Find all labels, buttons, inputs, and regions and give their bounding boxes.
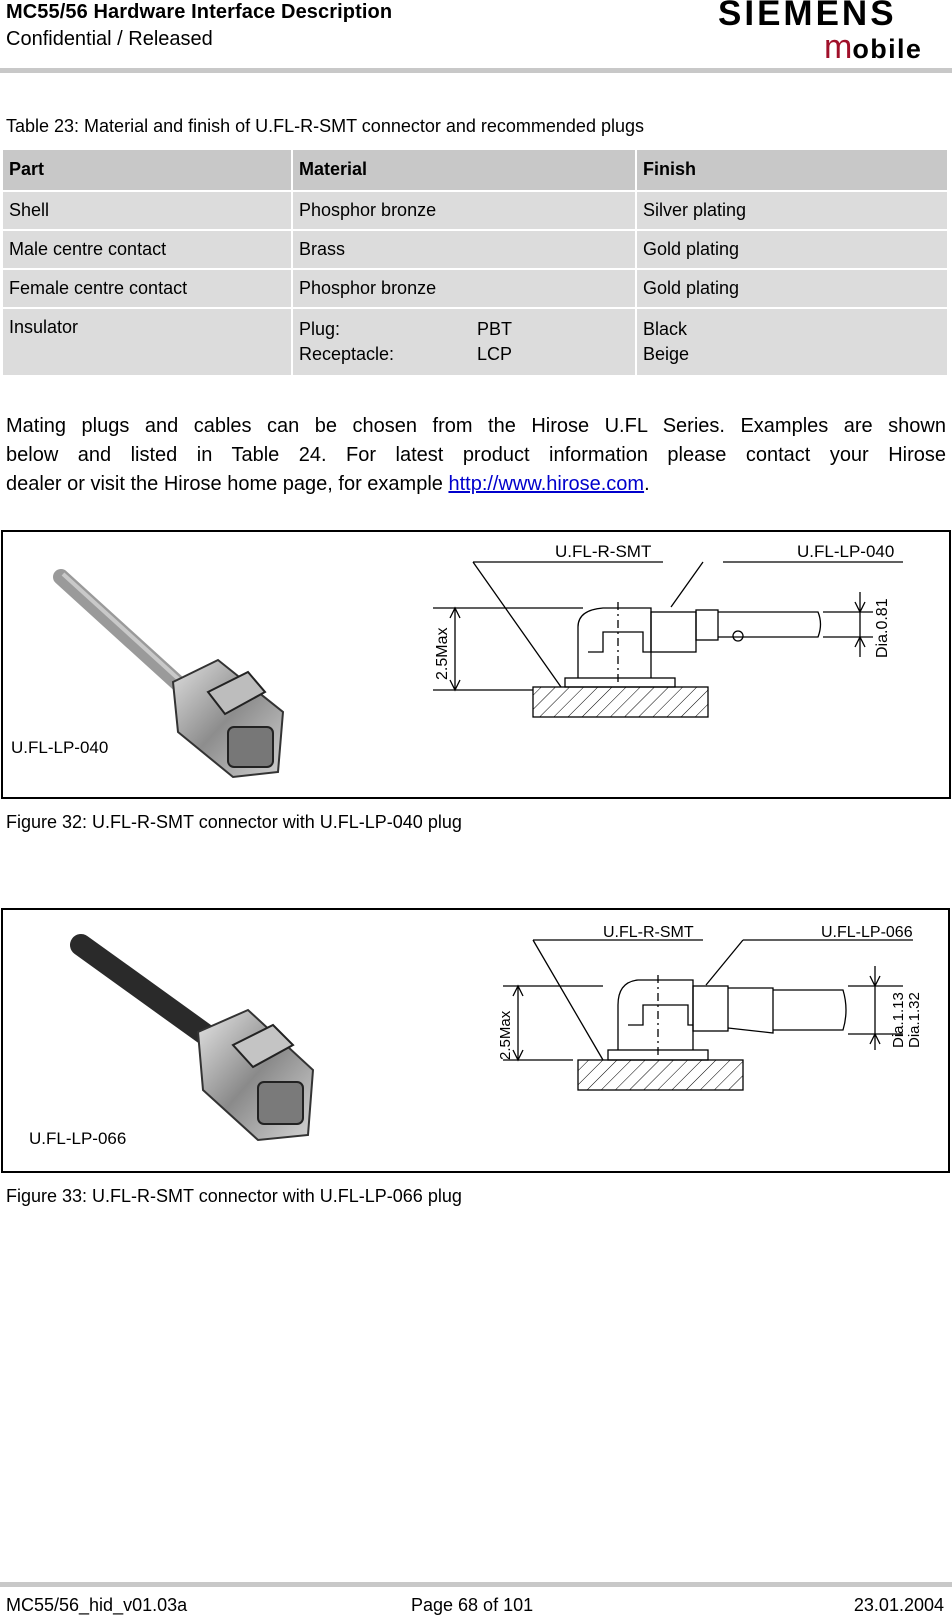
cell-finish: Gold plating — [637, 231, 947, 268]
mobile-logo-rest: obile — [852, 34, 923, 64]
paragraph-line: below and listed in Table 24. For latest product information please contact your Hirose — [6, 444, 946, 466]
cell-part: Female centre contact — [3, 270, 291, 307]
footer-date: 23.01.2004 — [853, 1595, 944, 1615]
material-table — [1, 148, 949, 377]
document-title: MC55/56 Hardware Interface Description — [6, 1, 393, 23]
connector-drawing-066 — [503, 940, 913, 1090]
cell-finish: Silver plating — [637, 192, 947, 229]
cell-material: Brass — [293, 231, 635, 268]
figure-066-drawing — [3, 910, 948, 1171]
connector-drawing-040 — [433, 562, 903, 717]
cell-finish: Gold plating — [637, 270, 947, 307]
footer-doc-id: MC55/56_hid_v01.03a — [6, 1595, 188, 1615]
dim-dia-040: Dia.0.81 — [874, 598, 891, 658]
finish-line: Beige — [643, 344, 690, 364]
cell-part: Male centre contact — [3, 231, 291, 268]
material-value: LCP — [477, 344, 513, 364]
plug-photo — [81, 945, 313, 1140]
header-material: Material — [293, 150, 635, 190]
footer-divider — [0, 1582, 952, 1587]
dim-dia2-066: Dia.1.32 — [906, 992, 923, 1048]
siemens-logo: SIEMENS — [718, 0, 897, 33]
mobile-logo — [824, 28, 922, 67]
table-row — [3, 270, 947, 307]
dim-height-066: 2.5Max — [497, 1010, 514, 1060]
cell-part: Insulator — [3, 309, 291, 375]
table-row — [3, 192, 947, 229]
material-value: PBT — [477, 319, 513, 339]
photo-label-040: U.FL-LP-040 — [11, 738, 109, 757]
header-divider — [0, 68, 952, 73]
cell-part: Shell — [3, 192, 291, 229]
table-row — [3, 309, 947, 375]
body-paragraph — [6, 412, 946, 499]
photo-label-066: U.FL-LP-066 — [29, 1129, 127, 1148]
document-status: Confidential / Released — [6, 28, 213, 50]
dim-dia1-066: Dia.1.13 — [890, 992, 907, 1048]
paragraph-line: dealer or visit the Hirose home page, for example — [6, 473, 449, 495]
hirose-link[interactable]: http://www.hirose.com — [448, 473, 645, 495]
dim-height-040: 2.5Max — [434, 627, 451, 680]
table-header-row — [3, 150, 947, 190]
mobile-logo-m: m — [824, 28, 853, 66]
label-connector-040: U.FL-R-SMT — [555, 542, 652, 561]
figure-066 — [1, 908, 950, 1173]
cell-finish — [637, 309, 947, 375]
cell-material: Phosphor bronze — [293, 270, 635, 307]
figure-040-caption: Figure 32: U.FL-R-SMT connector with U.FL-LP-040 plug — [6, 812, 462, 832]
paragraph-line: Mating plugs and cables can be chosen from the Hirose U.FL Series. Examples are shown — [6, 415, 946, 437]
label-connector-066: U.FL-R-SMT — [603, 924, 694, 941]
label-plug-040: U.FL-LP-040 — [797, 542, 895, 561]
figure-040-drawing — [3, 532, 949, 797]
table-row — [3, 231, 947, 268]
footer-page-number: Page 68 of 101 — [411, 1595, 534, 1615]
label-plug-066: U.FL-LP-066 — [821, 924, 913, 941]
table-caption: Table 23: Material and finish of U.FL-R-SMT connector and recommended plugs — [6, 116, 644, 136]
material-key: Receptacle: — [299, 344, 395, 364]
material-key: Plug: — [299, 319, 341, 339]
figure-066-caption: Figure 33: U.FL-R-SMT connector with U.FL-LP-066 plug — [6, 1186, 462, 1206]
finish-line: Black — [643, 319, 688, 339]
header-part: Part — [3, 150, 291, 190]
cell-material: Phosphor bronze — [293, 192, 635, 229]
header-finish: Finish — [637, 150, 947, 190]
figure-040 — [1, 530, 951, 799]
paragraph-period: . — [644, 473, 650, 495]
cell-material — [293, 309, 635, 375]
